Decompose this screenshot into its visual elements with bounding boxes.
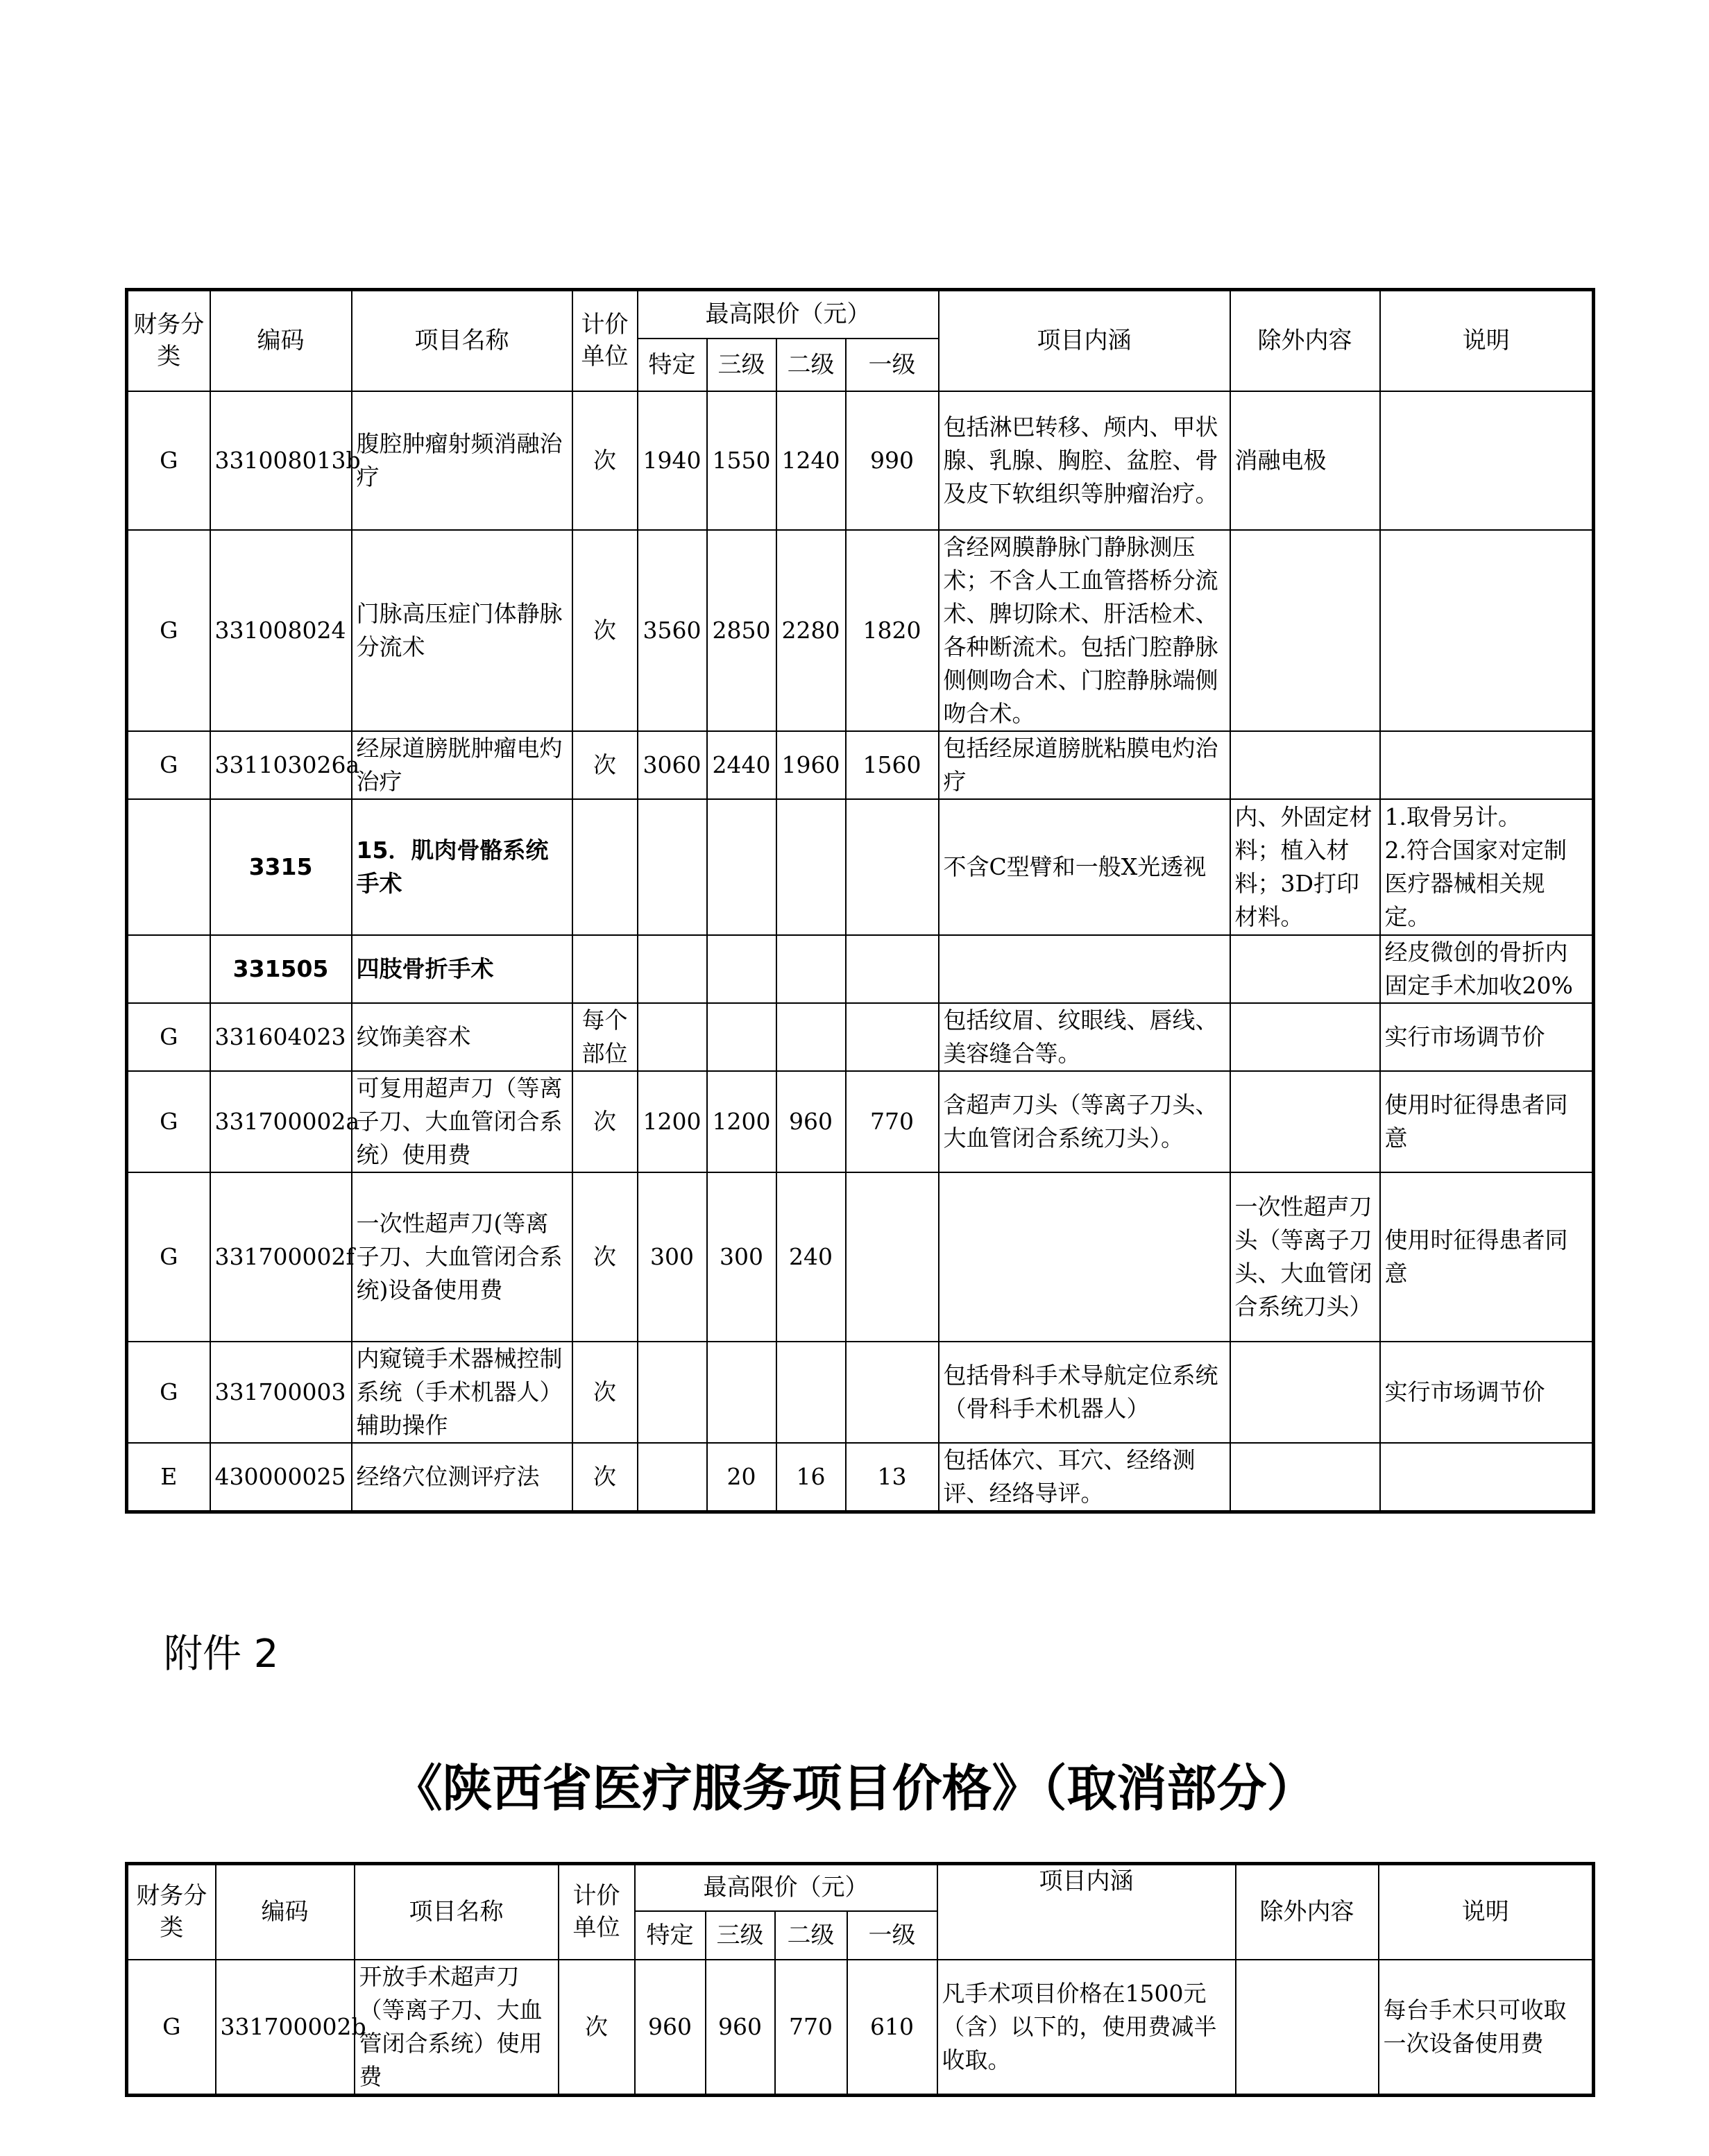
price-level1-cell: [846, 1172, 939, 1342]
price-level3-cell: [707, 1342, 776, 1443]
unit-cell: 次: [572, 1071, 638, 1172]
table-row: [127, 1071, 1594, 1172]
content-cell: 包括淋巴转移、颅内、甲状腺、乳腺、胸腔、盆腔、骨及皮下软组织等肿瘤治疗。: [939, 391, 1230, 530]
category-cell: G: [127, 1960, 216, 2096]
price-level2-cell: 2280: [776, 530, 846, 731]
header-level1: 一级: [847, 1911, 937, 1960]
price-special-cell: 3560: [638, 530, 707, 731]
header-level3: 三级: [706, 1911, 775, 1960]
price-level2-cell: [776, 1003, 846, 1071]
unit-cell: 次: [572, 1342, 638, 1443]
header-notes: 说明: [1380, 290, 1594, 391]
notes-cell: 使用时征得患者同意: [1380, 1172, 1594, 1342]
code-cell: 331505: [210, 935, 352, 1003]
name-cell: 一次性超声刀(等离子刀、大血管闭合系统)设备使用费: [352, 1172, 572, 1342]
table-row: [127, 1443, 1594, 1512]
name-cell: 四肢骨折手术: [352, 935, 572, 1003]
price-level2-cell: 1960: [776, 731, 846, 799]
price-level2-cell: 770: [775, 1960, 847, 2096]
price-level3-cell: 2440: [707, 731, 776, 799]
header-code: 编码: [210, 290, 352, 391]
price-level1-cell: [846, 935, 939, 1003]
notes-cell: 实行市场调节价: [1380, 1342, 1594, 1443]
exclusions-cell: [1230, 1443, 1380, 1512]
header-level3: 三级: [707, 339, 776, 391]
name-cell: 开放手术超声刀（等离子刀、大血管闭合系统）使用费: [355, 1960, 559, 2096]
exclusions-cell: [1230, 935, 1380, 1003]
content-cell: 含经网膜静脉门静脉测压术；不含人工血管搭桥分流术、脾切除术、肝活检术、各种断流术。包括门腔静脉侧侧吻合术、门腔静脉端侧吻合术。: [939, 530, 1230, 731]
notes-cell: [1380, 1443, 1594, 1512]
price-level2-cell: 960: [776, 1071, 846, 1172]
price-level1-cell: [846, 1342, 939, 1443]
table-row: [127, 731, 1594, 799]
code-cell: 331008024: [210, 530, 352, 731]
header-exclusions: 除外内容: [1230, 290, 1380, 391]
table-row: [127, 799, 1594, 935]
code-cell: 331700002a: [210, 1071, 352, 1172]
price-level1-cell: 990: [846, 391, 939, 530]
price-level2-cell: [776, 799, 846, 935]
table-row: [127, 1960, 1594, 2096]
name-cell: 门脉高压症门体静脉分流术: [352, 530, 572, 731]
notes-cell: [1380, 530, 1594, 731]
name-cell: 可复用超声刀（等离子刀、大血管闭合系统）使用费: [352, 1071, 572, 1172]
price-level2-cell: 1240: [776, 391, 846, 530]
exclusions-cell: [1230, 1071, 1380, 1172]
unit-cell: [572, 799, 638, 935]
price-level3-cell: [707, 935, 776, 1003]
header-notes: 说明: [1379, 1864, 1594, 1960]
code-cell: 331700003: [210, 1342, 352, 1443]
table-row: [127, 935, 1594, 1003]
content-cell: 包括经尿道膀胱粘膜电灼治疗: [939, 731, 1230, 799]
notes-cell: 使用时征得患者同意: [1380, 1071, 1594, 1172]
unit-cell: 每个部位: [572, 1003, 638, 1071]
unit-cell: 次: [572, 530, 638, 731]
header-code: 编码: [216, 1864, 355, 1960]
name-cell: 纹饰美容术: [352, 1003, 572, 1071]
name-cell: 内窥镜手术器械控制系统（手术机器人）辅助操作: [352, 1342, 572, 1443]
exclusions-cell: [1236, 1960, 1379, 2096]
code-cell: 331700002b: [216, 1960, 355, 2096]
notes-cell: 经皮微创的骨折内固定手术加收20%: [1380, 935, 1594, 1003]
name-cell: 15．肌肉骨骼系统手术: [352, 799, 572, 935]
exclusions-cell: [1230, 1003, 1380, 1071]
category-cell: G: [127, 391, 210, 530]
price-level2-cell: 16: [776, 1443, 846, 1512]
exclusions-cell: 一次性超声刀头（等离子刀头、大血管闭合系统刀头）: [1230, 1172, 1380, 1342]
header-level2: 二级: [775, 1911, 847, 1960]
price-special-cell: 3060: [638, 731, 707, 799]
price-level1-cell: [846, 1003, 939, 1071]
price-level3-cell: 1200: [707, 1071, 776, 1172]
name-cell: 经尿道膀胱肿瘤电灼治疗: [352, 731, 572, 799]
table-row: [127, 1342, 1594, 1443]
exclusions-cell: [1230, 1342, 1380, 1443]
code-cell: 331700002f: [210, 1172, 352, 1342]
code-cell: 430000025: [210, 1443, 352, 1512]
table-row: [127, 1172, 1594, 1342]
price-level1-cell: 1820: [846, 530, 939, 731]
header-level2: 二级: [776, 339, 846, 391]
price-level1-cell: 13: [846, 1443, 939, 1512]
unit-cell: 次: [559, 1960, 635, 2096]
header-unit: 计价单位: [572, 290, 638, 391]
price-special-cell: [638, 1443, 707, 1512]
notes-cell: [1380, 731, 1594, 799]
header-price: 最高限价（元）: [638, 290, 939, 339]
price-special-cell: 1200: [638, 1071, 707, 1172]
price-level2-cell: 240: [776, 1172, 846, 1342]
price-special-cell: [638, 935, 707, 1003]
code-cell: 331008013b: [210, 391, 352, 530]
header-unit: 计价单位: [559, 1864, 635, 1960]
code-cell: 331103026a: [210, 731, 352, 799]
notes-cell: [1380, 391, 1594, 530]
exclusions-cell: 内、外固定材料；植入材料；3D打印材料。: [1230, 799, 1380, 935]
content-cell: 含超声刀头（等离子刀头、大血管闭合系统刀头）。: [939, 1071, 1230, 1172]
header-special: 特定: [635, 1911, 706, 1960]
header-special: 特定: [638, 339, 707, 391]
table-row: [127, 1003, 1594, 1071]
header-level1: 一级: [846, 339, 939, 391]
header-content: 项目内涵: [937, 1864, 1236, 1960]
notes-cell: 实行市场调节价: [1380, 1003, 1594, 1071]
price-level3-cell: 1550: [707, 391, 776, 530]
content-cell: [939, 935, 1230, 1003]
unit-cell: 次: [572, 1172, 638, 1342]
category-cell: G: [127, 731, 210, 799]
category-cell: G: [127, 530, 210, 731]
name-cell: 腹腔肿瘤射频消融治疗: [352, 391, 572, 530]
price-special-cell: [638, 1003, 707, 1071]
price-level3-cell: 2850: [707, 530, 776, 731]
price-level2-cell: [776, 1342, 846, 1443]
price-level3-cell: [707, 1003, 776, 1071]
price-special-cell: 960: [635, 1960, 706, 2096]
category-cell: [127, 935, 210, 1003]
category-cell: G: [127, 1003, 210, 1071]
code-cell: 3315: [210, 799, 352, 935]
content-cell: 凡手术项目价格在1500元（含）以下的，使用费减半收取。: [937, 1960, 1236, 2096]
price-special-cell: 300: [638, 1172, 707, 1342]
notes-cell: 1.取骨另计。 2.符合国家对定制医疗器械相关规定。: [1380, 799, 1594, 935]
exclusions-cell: 消融电极: [1230, 391, 1380, 530]
header-exclusions: 除外内容: [1236, 1864, 1379, 1960]
content-cell: 包括体穴、耳穴、经络测评、经络导评。: [939, 1443, 1230, 1512]
exclusions-cell: [1230, 731, 1380, 799]
name-cell: 经络穴位测评疗法: [352, 1443, 572, 1512]
category-cell: G: [127, 1071, 210, 1172]
notes-cell: 每台手术只可收取一次设备使用费: [1379, 1960, 1594, 2096]
content-cell: 不含C型臂和一般X光透视: [939, 799, 1230, 935]
price-level3-cell: [707, 799, 776, 935]
price-table-cancelled: [125, 1862, 1595, 2097]
unit-cell: [572, 935, 638, 1003]
unit-cell: 次: [572, 731, 638, 799]
header-category: 财务分类: [127, 290, 210, 391]
category-cell: G: [127, 1342, 210, 1443]
content-cell: 包括纹眉、纹眼线、唇线、美容缝合等。: [939, 1003, 1230, 1071]
header-content: 项目内涵: [939, 290, 1230, 391]
table-row: [127, 530, 1594, 731]
exclusions-cell: [1230, 530, 1380, 731]
header-category: 财务分类: [127, 1864, 216, 1960]
table-row: [127, 391, 1594, 530]
header-price: 最高限价（元）: [635, 1864, 937, 1911]
price-level3-cell: 20: [707, 1443, 776, 1512]
unit-cell: 次: [572, 391, 638, 530]
code-cell: 331604023: [210, 1003, 352, 1071]
content-cell: [939, 1172, 1230, 1342]
category-cell: G: [127, 1172, 210, 1342]
header-name: 项目名称: [352, 290, 572, 391]
price-special-cell: 1940: [638, 391, 707, 530]
price-level3-cell: 960: [706, 1960, 775, 2096]
price-level3-cell: 300: [707, 1172, 776, 1342]
document-title: 《陕西省医疗服务项目价格》（取消部分）: [392, 1759, 1317, 1817]
unit-cell: 次: [572, 1443, 638, 1512]
price-special-cell: [638, 1342, 707, 1443]
price-level1-cell: 770: [846, 1071, 939, 1172]
category-cell: [127, 799, 210, 935]
category-cell: E: [127, 1443, 210, 1512]
price-table-main: [125, 288, 1595, 1514]
content-cell: 包括骨科手术导航定位系统（骨科手术机器人）: [939, 1342, 1230, 1443]
price-level1-cell: [846, 799, 939, 935]
price-level1-cell: 610: [847, 1960, 937, 2096]
price-level1-cell: 1560: [846, 731, 939, 799]
header-name: 项目名称: [355, 1864, 559, 1960]
price-special-cell: [638, 799, 707, 935]
attachment-label: 附件 2: [164, 1632, 279, 1677]
price-level2-cell: [776, 935, 846, 1003]
